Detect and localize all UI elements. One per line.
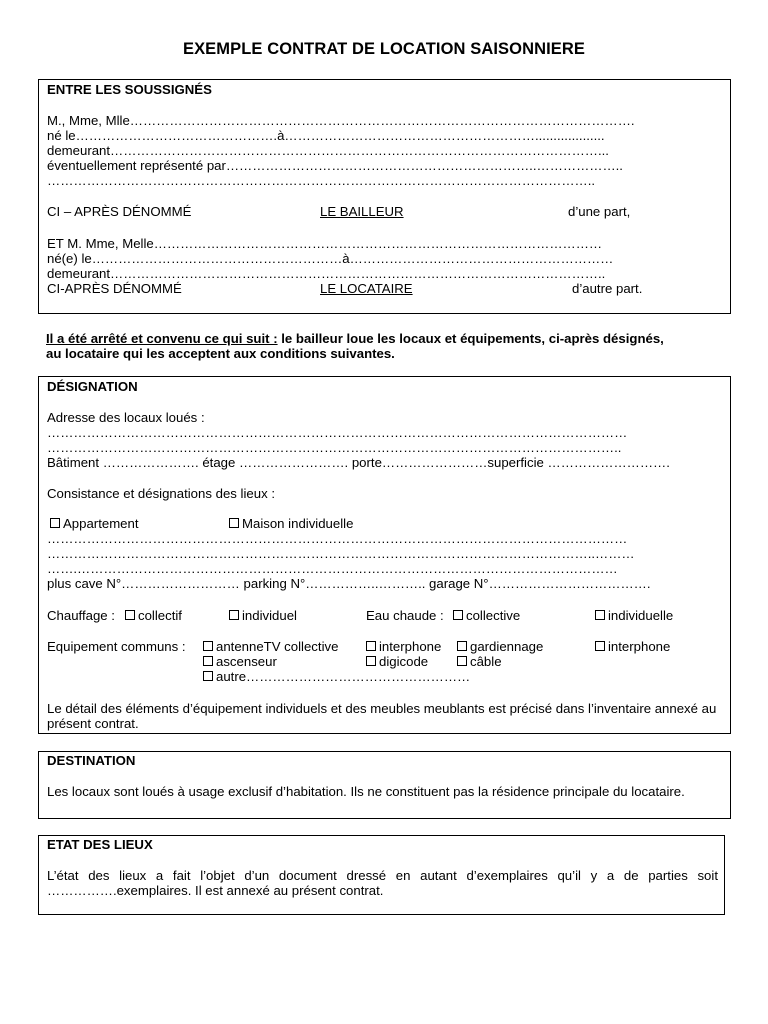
- bailleur-role: LE BAILLEUR: [320, 204, 404, 219]
- agreement-underlined: Il a été arrêté et convenu ce qui suit :: [46, 331, 278, 346]
- designation-section: [38, 376, 731, 734]
- option-label: collective: [466, 608, 521, 623]
- option-label: interphone: [379, 639, 442, 654]
- equip-ascenseur[interactable]: [203, 654, 277, 669]
- option-label: autre……………………………………………: [216, 669, 471, 684]
- bailleur-birth-field[interactable]: né le……………………………………….à…………………………………………………...................: [47, 128, 605, 143]
- checkbox-icon[interactable]: [366, 656, 376, 666]
- bailleur-address-field[interactable]: demeurant…………………………………………………………………………………………………...: [47, 143, 609, 158]
- eau-collective[interactable]: [453, 608, 520, 623]
- detail-field-3[interactable]: …….……………………………………………………………………………………………………………: [47, 561, 618, 576]
- document-title: EXEMPLE CONTRAT DE LOCATION SAISONNIERE: [182, 40, 586, 58]
- agreement-line-2: au locataire qui les acceptent aux conditions suivantes.: [46, 346, 395, 361]
- equip-autre[interactable]: [203, 669, 470, 684]
- bailleur-representative-field[interactable]: éventuellement représenté par……………………………………………………………..………………..: [47, 158, 623, 173]
- checkbox-icon[interactable]: [366, 641, 376, 651]
- bailleur-role-prefix: CI – APRÈS DÉNOMMÉ: [47, 204, 192, 219]
- checkbox-icon[interactable]: [203, 656, 213, 666]
- bailleur-side: d’une part,: [568, 204, 631, 219]
- locataire-address-field[interactable]: demeurant…………………………………………………………………………………………………..: [47, 266, 606, 281]
- locataire-role-prefix: CI-APRÈS DÉNOMMÉ: [47, 281, 182, 296]
- checkbox-icon[interactable]: [125, 610, 135, 620]
- consistance-label: Consistance et désignations des lieux :: [47, 486, 275, 501]
- option-appartement[interactable]: [50, 516, 139, 531]
- equip-cable[interactable]: [457, 654, 502, 669]
- equip-interphone-2[interactable]: [595, 639, 670, 654]
- etat-text: L’état des lieux a fait l’objet d’un document dressé en autant d’exemplaires qu’il y a de parties soit …………….exemplaires. Il est annexé au présent contrat.: [47, 868, 718, 898]
- chauffage-individuel[interactable]: [229, 608, 297, 623]
- checkbox-icon[interactable]: [595, 610, 605, 620]
- checkbox-icon[interactable]: [50, 518, 60, 528]
- option-label: digicode: [379, 654, 429, 669]
- detail-field-2[interactable]: ……………………………………………………………………………………………………………..………: [47, 546, 635, 561]
- option-label: antenneTV collective: [216, 639, 339, 654]
- option-label: individuelle: [608, 608, 674, 623]
- eau-individuelle[interactable]: [595, 608, 673, 623]
- checkbox-icon[interactable]: [457, 641, 467, 651]
- address-label: Adresse des locaux loués :: [47, 410, 205, 425]
- option-label: gardiennage: [470, 639, 544, 654]
- locataire-side: d’autre part.: [572, 281, 643, 296]
- eau-label: Eau chaude :: [366, 608, 444, 623]
- annex-line[interactable]: plus cave N°……………………… parking N°……………..……….. garage N°……………………………….: [47, 576, 651, 591]
- destination-section: [38, 751, 731, 819]
- option-label: câble: [470, 654, 502, 669]
- etat-heading: ETAT DES LIEUX: [47, 837, 153, 852]
- detail-field-1[interactable]: ……………………………………………………………………………………………………………………: [47, 531, 628, 546]
- chauffage-collectif[interactable]: [125, 608, 182, 623]
- equip-interphone[interactable]: [366, 639, 441, 654]
- address-field-2[interactable]: …………………………………………………………………………………………………………………..: [47, 440, 622, 455]
- option-label: individuel: [242, 608, 297, 623]
- checkbox-icon[interactable]: [229, 518, 239, 528]
- equipement-label: Equipement communs :: [47, 639, 186, 654]
- designation-heading: DÉSIGNATION: [47, 379, 138, 394]
- equip-gardiennage[interactable]: [457, 639, 543, 654]
- agreement-line-1: [46, 331, 664, 346]
- option-label: interphone: [608, 639, 671, 654]
- inventaire-note: Le détail des éléments d’équipement individuels et des meubles meublants est précisé dans l’inventaire annexé au présent contrat.: [47, 701, 717, 731]
- parties-heading: ENTRE LES SOUSSIGNÉS: [47, 82, 212, 97]
- equip-digicode[interactable]: [366, 654, 428, 669]
- locataire-birth-field[interactable]: né(e) le…………………………………………………à……………………………………………………: [47, 251, 614, 266]
- option-label: Appartement: [63, 516, 139, 531]
- option-label: ascenseur: [216, 654, 277, 669]
- option-label: Maison individuelle: [242, 516, 354, 531]
- building-line[interactable]: Bâtiment …………………. étage ……………………. porte……………………superficie ……………………….: [47, 455, 670, 470]
- equip-antenne[interactable]: [203, 639, 338, 654]
- locataire-role: LE LOCATAIRE: [320, 281, 413, 296]
- address-field-1[interactable]: ……………………………………………………………………………………………………………………: [47, 425, 628, 440]
- checkbox-icon[interactable]: [229, 610, 239, 620]
- checkbox-icon[interactable]: [457, 656, 467, 666]
- checkbox-icon[interactable]: [453, 610, 463, 620]
- checkbox-icon[interactable]: [203, 641, 213, 651]
- option-label: collectif: [138, 608, 182, 623]
- etat-section: [38, 835, 725, 915]
- agreement-rest: le bailleur loue les locaux et équipements, ci-après désignés,: [277, 331, 664, 346]
- checkbox-icon[interactable]: [203, 671, 213, 681]
- bailleur-extra-field[interactable]: ……………………………………………………………………………………………………………..: [47, 173, 596, 188]
- bailleur-name-field[interactable]: M., Mme, Mlle…………………………………………………………………………………………………….: [47, 113, 635, 128]
- chauffage-label: Chauffage :: [47, 608, 115, 623]
- checkbox-icon[interactable]: [595, 641, 605, 651]
- destination-heading: DESTINATION: [47, 753, 136, 768]
- destination-text: Les locaux sont loués à usage exclusif d’habitation. Ils ne constituent pas la résidence principale du locataire.: [47, 784, 685, 799]
- parties-section: [38, 79, 731, 314]
- locataire-name-field[interactable]: ET M. Mme, Melle…………………………………………………………………………………………: [47, 236, 603, 251]
- option-maison[interactable]: [229, 516, 353, 531]
